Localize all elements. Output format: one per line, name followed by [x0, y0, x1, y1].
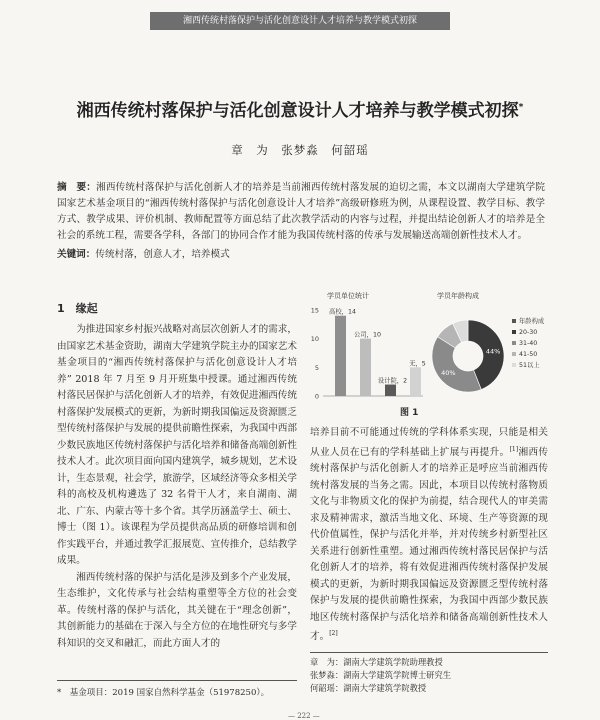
bar-data-label: 公司，10	[354, 331, 381, 339]
pie-slice-label: 40%	[441, 368, 456, 377]
legend-swatch	[512, 363, 516, 367]
bar-y-tick-label: 10	[310, 335, 319, 344]
bar-y-tick-label: 5	[314, 363, 319, 372]
pie-chart-title: 学员年龄构成	[437, 292, 479, 300]
authors: 章 为 张梦淼 何韶瑶	[231, 143, 369, 157]
legend-entry: 51以上	[519, 362, 540, 369]
author-notes	[310, 656, 548, 695]
citation: [2]	[329, 630, 338, 638]
paragraph: 为推进国家乡村振兴战略对高层次创新人才的需求，由国家艺术基金资助，湖南大学建筑学院主办的国家艺术基金项目的“湘西传统村落保护与活化创意设计人才培养” 2018 年 7 月至 9 月开班集中授课。通过湘西传统村落民居保护与活化创新人才的培养，有效促进湘西传统村落保护发展模式的更新，为新时期我国偏远及资源匮乏型传统村落保护与发展的提供前瞻性探索，为我国中西部少数民族地区传统村落保护与活化培养和储备高端创新性技术人才。此次项目面向国内建筑学，城乡规划，艺术设计，生态景观，社会学，旅游学，区域经济等众多相关学科的高校及机构遴选了 32 名骨干人才，来自湖南、湖北、广东、内蒙古等十多个省。其学历涵盖学士、硕士、博士（图 1）。该课程为学员提供高品质的研修培训和创作实践平台，并通过教学汇报展览、宣传推介，总结教学成果。	[57, 324, 297, 566]
bar-y-tick-label: 15	[310, 306, 319, 315]
legend-entry: 20-30	[519, 329, 538, 336]
right-column	[310, 425, 548, 646]
bar-设计院	[385, 385, 396, 396]
bar-y-tick-label: 0	[314, 392, 319, 401]
page-number: — 222 —	[288, 712, 320, 720]
abstract-label: 摘 要：	[57, 182, 97, 193]
paragraph-text: 培养目前不可能通过传统的学科体系实现，只能是相关从业人员在已有的学科基础上扩展与再提升。	[310, 427, 548, 458]
author-notes-divider	[310, 652, 548, 653]
title-footnote-mark: *	[518, 102, 524, 113]
keywords	[57, 246, 545, 260]
pie-slice-label: 44%	[485, 347, 501, 356]
figure-1	[305, 288, 555, 403]
abstract-text: 湘西传统村落保护与活化创新人才的培养是当前湘西传统村落发展的迫切之需，本文以湖南大学建筑学院国家艺术基金项目的“湘西传统村落保护与活化创意设计人才培养”高级研修班为例，从课程设置、教学目标、教学方式、教学成果、评价机制、教师配置等方面总结了此次教学活动的内容与过程，并提出结论创新人才的培养是全社会的系统工程，需要各学科，各部门的协同合作才能为我国传统村落的传承与发展输送高端创新性技术人才。	[57, 182, 546, 241]
pie-chart-slices	[432, 320, 504, 392]
bar-高校	[335, 316, 346, 396]
left-column	[57, 322, 297, 652]
footnote-divider	[57, 680, 297, 681]
paper-title-text: 湘西传统村落保护与活化创意设计人才培养与教学模式初探	[76, 101, 519, 121]
bar-data-label: 设计院，2	[377, 377, 408, 385]
legend-title-swatch	[512, 319, 516, 323]
author-note: 章 为：湖南大学建筑学院助理教授	[310, 657, 443, 667]
author-note: 张梦淼：湖南大学建筑学院博士研究生	[310, 670, 452, 680]
keywords-text: 传统村落，创意人才，培养模式	[95, 249, 230, 260]
running-header: 湘西传统村落保护与活化创意设计人才培养与教学模式初探	[150, 12, 450, 30]
author-note: 何韶瑶：湖南大学建筑学院教授	[310, 683, 427, 693]
paragraph-text: 湘西传统村落保护与活化创新人才的培养正是呼应当前湘西传统村落发展的当务之需。因此，本项目以传统村落物质文化与非物质文化的保护为前提，结合现代人的审美需求及精神需求，激活当地文化、环境、生产等资源的现代价值属性，保护与活化并举，并对传统乡村新型社区关系进行创新性重塑。通过湘西传统村落民居保护与活化创新人才的培养，将有效促进湘西传统村落保护发展模式的更新，为新时期我国偏远及资源匮乏型传统村落保护与发展的提供前瞻性探索，为我国中西部少数民族地区传统村落保护与活化培养和储备高端创新性技术人才。	[310, 446, 549, 643]
legend-swatch	[512, 352, 516, 356]
bar-无	[410, 367, 421, 396]
pie-chart-legend	[512, 316, 545, 369]
section-heading: 1 缘起	[57, 302, 98, 315]
figure-caption: 图 1	[400, 408, 419, 418]
legend-swatch	[512, 330, 516, 334]
abstract	[57, 180, 545, 244]
bar-公司	[360, 339, 371, 396]
paragraph	[310, 425, 548, 646]
citation: [1]	[509, 445, 519, 453]
keywords-label: 关键词：	[57, 249, 96, 260]
bar-data-label: 高校，14	[329, 308, 356, 316]
bar-chart-bars	[329, 307, 426, 396]
bar-data-label: 无，5	[409, 360, 426, 368]
legend-entry: 41-50	[519, 351, 538, 358]
paragraph: 湘西传统村落的保护与活化是涉及到多个产业发展，生态维护，文化传承与社会结构重塑等全方位的社会变革。传统村落的保护与活化，其关键在于“理念创新”，其创新能力的基础在于深入与全方位的在地性研究与多学科知识的交叉和融汇，而此方面人才的	[57, 571, 297, 649]
legend-swatch	[512, 341, 516, 345]
legend-title: 年龄构成	[519, 318, 545, 325]
legend-entry: 31-40	[519, 340, 538, 347]
bar-chart-title: 学员单位统计	[327, 292, 369, 300]
paper-title	[0, 96, 600, 121]
footnote: * 基金项目：2019 国家自然科学基金（51978250）。	[57, 688, 270, 698]
